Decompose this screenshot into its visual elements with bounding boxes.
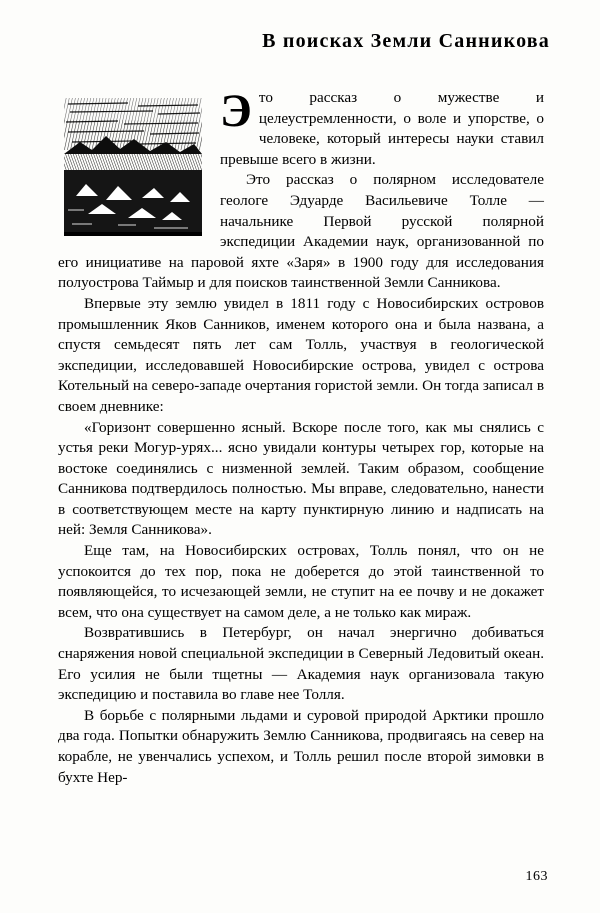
drop-cap: Э	[220, 85, 252, 137]
arctic-landscape-engraving	[58, 92, 208, 240]
paragraph: Возвратившись в Петербург, он начал энергично добиваться снаряжения новой специальной экспедиции в Северный Ледовитый океан. Его усилия не были тщетны — Академия наук организовала такую экспедицию и поставила во главе нее Толля.	[58, 624, 544, 704]
paragraph: В борьбе с полярными льдами и суровой природой Арктики прошло два года. Попытки обнаружить Землю Санникова, продвигаясь на север на корабле, не увенчались успехом, и Толль решил после второй зимовки в бухте Нер-	[58, 706, 544, 786]
arctic-landscape-illustration	[58, 92, 208, 240]
paragraph: Впервые эту землю увидел в 1811 году с Новосибирских островов промышленник Яков Санников, именем которого она и была названа, а спустя семьдесят пять лет сам Толль, участвуя в геологической экспедиции, исследовавшей Новосибирские острова, увидел с острова Котельный на северо-западе очертания гористой земли. Он тогда записал в своем дневнике:	[58, 294, 544, 415]
page-number: 163	[525, 869, 548, 884]
paragraph-quote: «Горизонт совершенно ясный. Вскоре после того, как мы снялись с устья реки Могур-урях... ясно увидали контуры четырех гор, которые на востоке соединялись с низменной землей. Таким образом, сообщение Санникова подтвердилось полностью. Мы вправе, следовательно, нанести в соответствующем месте на карту пунктирную линию и надписать на ней: Земля Санникова».	[58, 418, 544, 539]
paragraph: Это рассказ о полярном исследователе геологе Эдуарде Васильевиче Толле — начальнике Первой русской полярной экспедиции Академии наук, организованной по его инициативе на паровой яхте «Заря» в 1900 году для исследования полуострова Таймыр и для поисков таинственной Земли Санникова.	[58, 171, 544, 292]
article-body	[58, 85, 544, 788]
paragraph-text: то рассказ о мужестве и целеустремленности, о воле и упорстве, о человеке, который интересы науки ставил превыше всего в жизни.	[220, 89, 544, 168]
page-title: В поисках Земли Санникова	[262, 30, 550, 52]
paragraph: Еще там, на Новосибирских островах, Толль понял, что он не успокоится до тех пор, пока не доберется до этой таинственной то появляющейся, то исчезающей земли, не ступит на ее почву и не докажет всем, что она существует на самом деле, а не только как мираж.	[58, 542, 544, 621]
